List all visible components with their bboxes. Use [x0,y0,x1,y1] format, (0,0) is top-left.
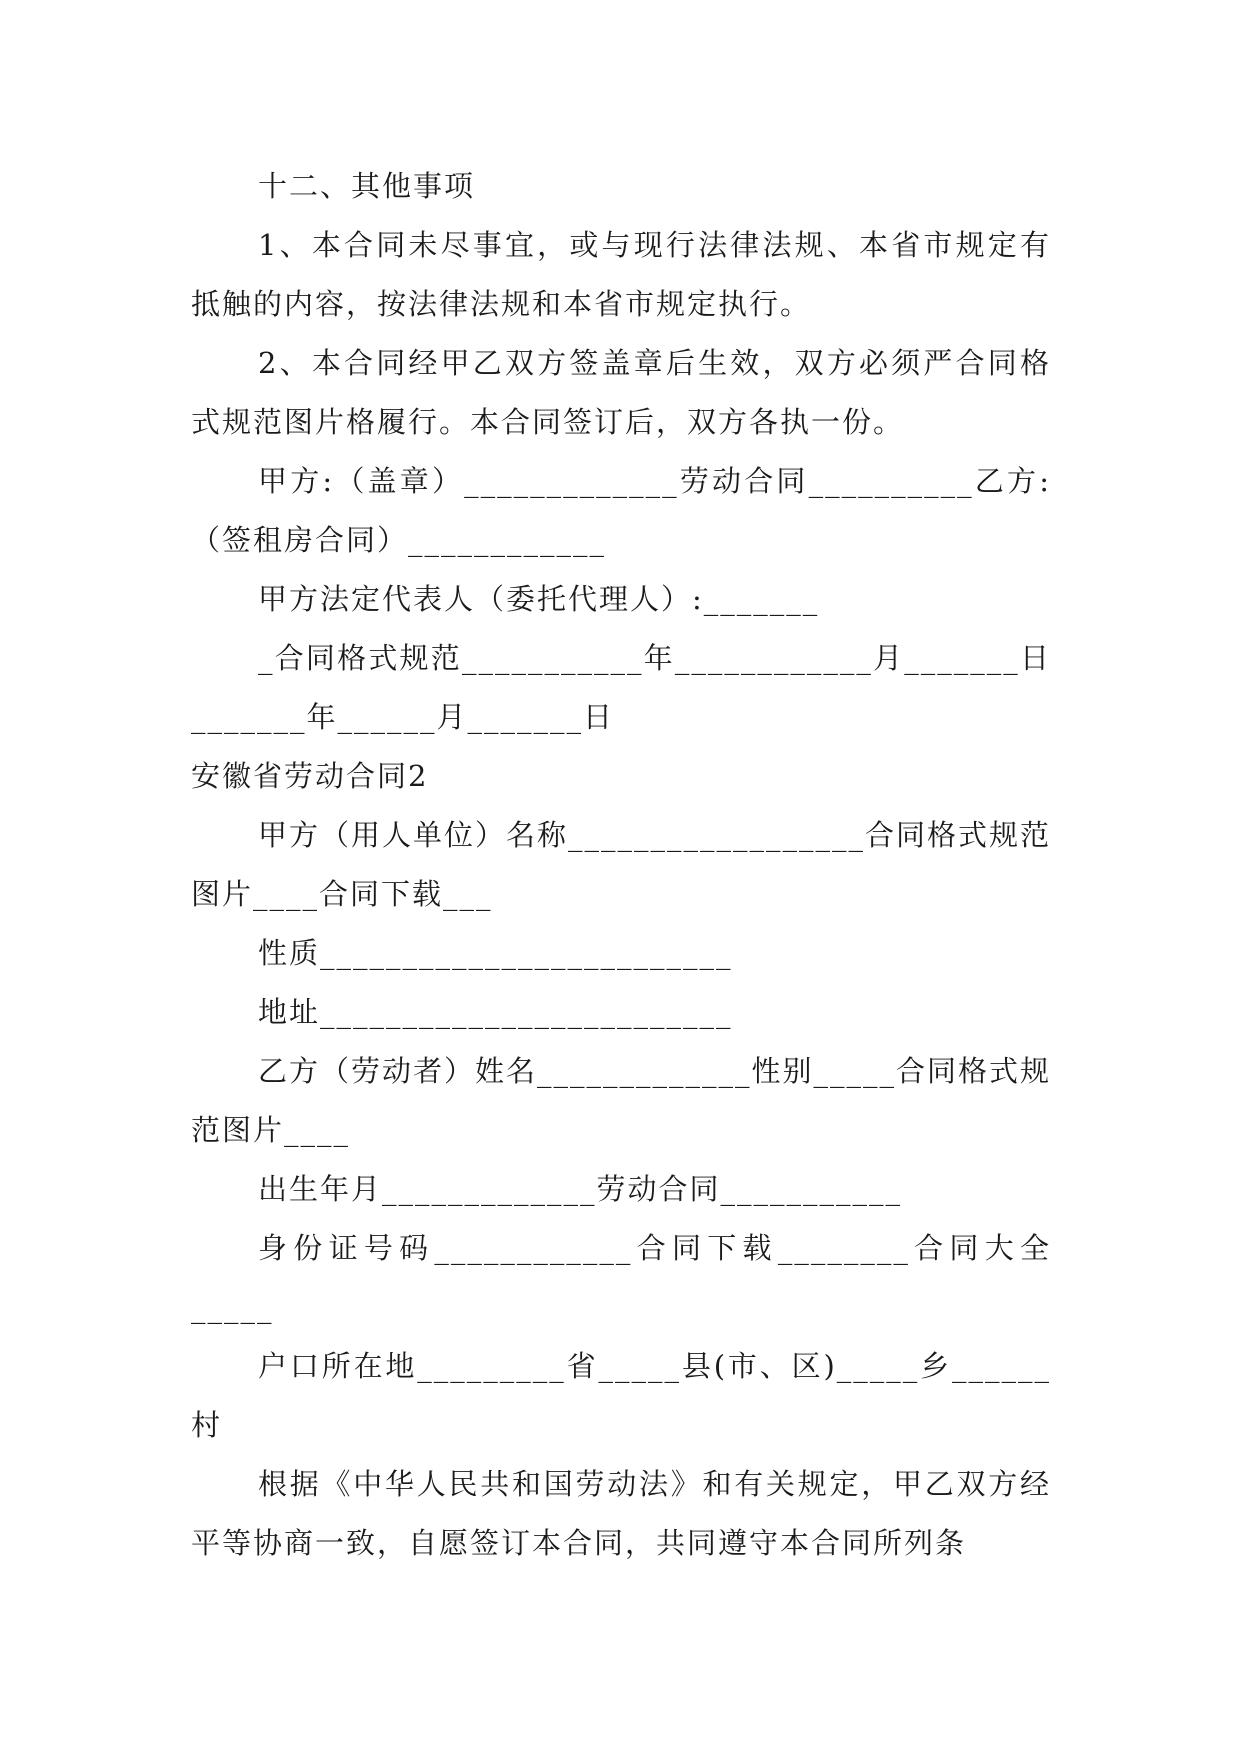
signature-line-parties: 甲方:（盖章）_____________劳动合同__________乙方:（签租房合同）____________ [191,464,1051,557]
clause-1: 1、本合同未尽事宜，或与现行法律法规、本省市规定有抵触的内容，按法律法规和本省市规定执行。 [191,228,1051,321]
employer-nature-field: 性质_________________________ [258,936,733,970]
id-number-field: 身份证号码____________合同下载________合同大全_____ [191,1231,1051,1324]
document-body [191,157,1051,1573]
birth-date-field: 出生年月_____________劳动合同___________ [258,1172,903,1206]
preamble-paragraph: 根据《中华人民共和国劳动法》和有关规定，甲乙双方经平等协商一致，自愿签订本合同，共同遵守本合同所列条 [191,1467,1051,1560]
employee-name-field: 乙方（劳动者）姓名_____________性别_____合同格式规范图片____ [191,1054,1052,1147]
employer-name-field: 甲方（用人单位）名称__________________合同格式规范图片____合同下载___ [191,818,1052,911]
section-heading-other-matters: 十二、其他事项 [258,169,476,203]
employer-address-field: 地址_________________________ [258,995,733,1029]
clause-2: 2、本合同经甲乙双方签盖章后生效，双方必须严合同格式规范图片格履行。本合同签订后，双方各执一份。 [191,346,1051,439]
household-registration-field: 户口所在地_________省_____县(市、区)_____乡______村 [191,1349,1051,1442]
document-title: 安徽省劳动合同2 [191,759,429,793]
date-line: _合同格式规范___________年____________月_______日_______年______月_______日 [191,641,1051,734]
legal-representative-line: 甲方法定代表人（委托代理人）:_______ [258,582,820,616]
